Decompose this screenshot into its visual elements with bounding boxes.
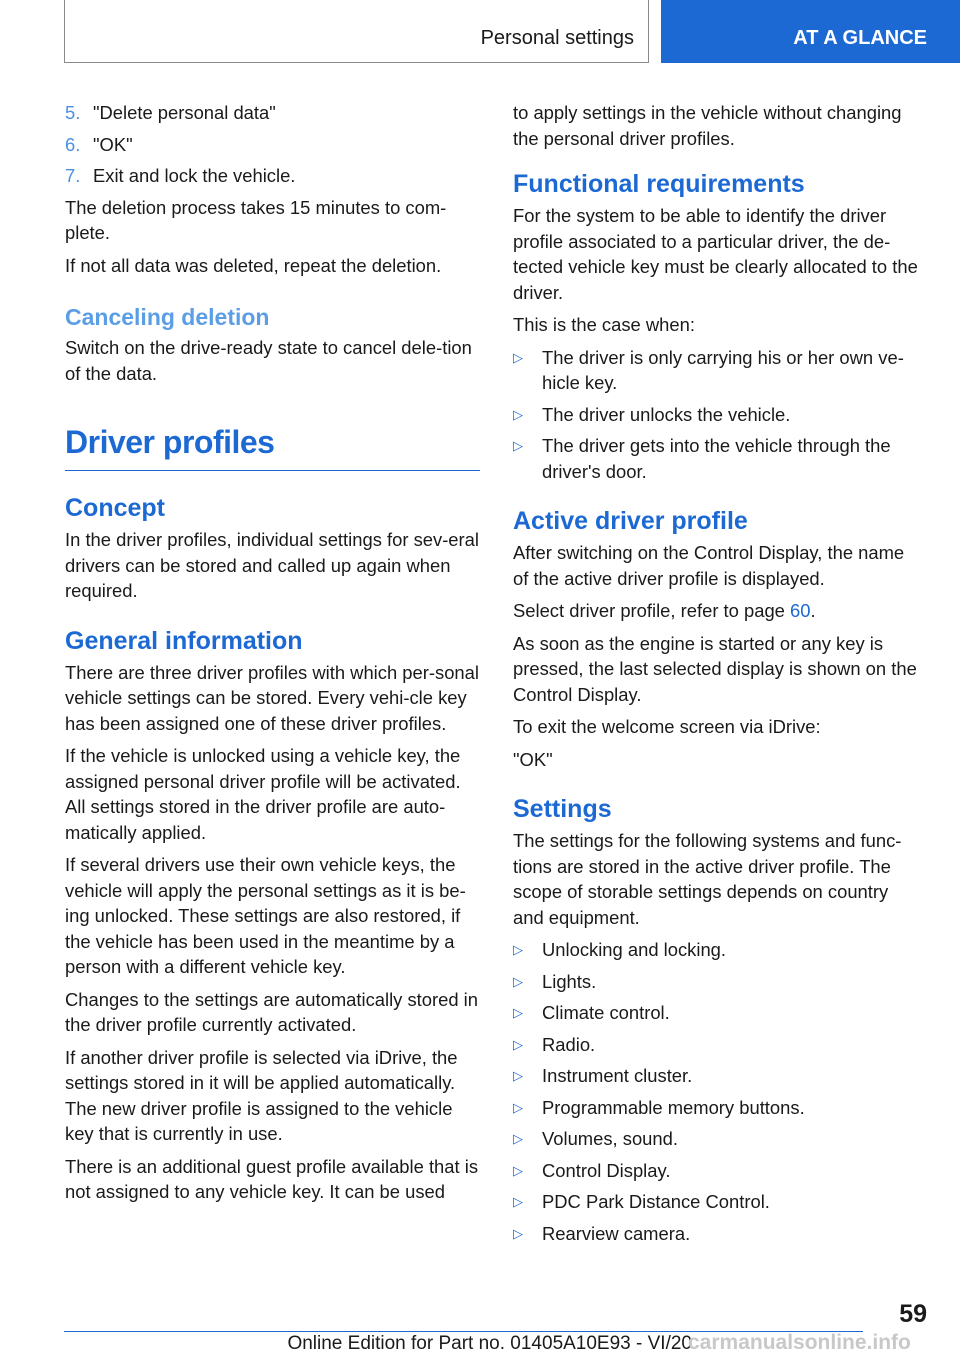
paragraph: If the vehicle is unlocked using a vehicle key, the assigned personal driver profile will be activated. All settings stored in the driver profile are auto‐matically applied. [65, 745, 461, 843]
list-item [513, 1158, 923, 1184]
list-item-text: Instrument cluster. [542, 1065, 693, 1086]
step-item [65, 100, 480, 126]
paragraph: For the system to be able to identify the driver profile associated to a particular driver, the de‐tected vehicle key must be clearly allocated to the driver. [513, 205, 918, 303]
paragraph: The deletion process takes 15 minutes to com‐plete. [65, 196, 447, 243]
triangle-bullet-icon: ▷ [513, 973, 523, 989]
chapter-tab [661, 0, 960, 63]
heading-settings: Settings [513, 795, 612, 823]
list-item [513, 433, 923, 484]
list-item [513, 1221, 923, 1247]
text: . [810, 600, 816, 621]
list-item-text: Climate control. [542, 1002, 670, 1023]
triangle-bullet-icon: ▷ [513, 1131, 523, 1146]
heading-functional-requirements: Functional requirements [513, 170, 805, 198]
paragraph: If another driver profile is selected via iDrive, the settings stored in it will be applied automatically. The new driver profile is assigned to the vehicle key that is currently in use. [65, 1046, 458, 1144]
paragraph: There are three driver profiles with which per‐sonal vehicle settings can be stored. Every vehi‐cle key has been assigned one of these driver profiles. [65, 661, 479, 734]
paragraph: The settings for the following systems and func‐tions are stored in the active driver profile. The scope of storable settings depends on country and equipment. [513, 830, 902, 928]
list-item [513, 937, 923, 963]
paragraph: As soon as the engine is started or any key is pressed, the last selected display is shown on the Control Display. [513, 632, 917, 705]
triangle-bullet-icon: ▷ [513, 438, 523, 453]
chapter-title: AT A GLANCE [793, 27, 927, 49]
paragraph: There is an additional guest profile available that is not assigned to any vehicle key. It can be used [65, 1155, 479, 1202]
heading-driver-profiles: Driver profiles [65, 422, 480, 471]
step-text: "Delete personal data" [93, 102, 276, 123]
page-reference-link[interactable]: 60 [790, 600, 811, 621]
watermark: carmanualsonline.info [688, 1331, 911, 1354]
paragraph: to apply settings in the vehicle without changing the personal driver profiles. [513, 102, 902, 149]
step-number: 6. [65, 133, 81, 155]
triangle-bullet-icon: ▷ [513, 942, 523, 957]
paragraph-with-link [513, 598, 923, 624]
step-number: 7. [65, 165, 81, 186]
list-item [513, 1032, 923, 1058]
list-item [513, 1000, 923, 1026]
list-item-text: Volumes, sound. [542, 1128, 678, 1149]
list-item-text: The driver unlocks the vehicle. [542, 403, 791, 425]
triangle-bullet-icon: ▷ [513, 1068, 523, 1083]
step-number: 5. [65, 102, 81, 123]
list-item-text: Radio. [542, 1033, 596, 1055]
triangle-bullet-icon: ▷ [513, 1225, 523, 1241]
step-text: Exit and lock the vehicle. [93, 165, 296, 186]
list-item [513, 345, 923, 396]
paragraph: Switch on the drive-ready state to cancel dele‐tion of the data. [65, 337, 472, 384]
section-header-box [64, 0, 649, 63]
heading-general-information: General information [65, 626, 303, 655]
triangle-bullet-icon: ▷ [513, 1162, 523, 1178]
section-title: Personal settings [480, 27, 634, 49]
paragraph: "OK" [513, 748, 553, 770]
left-column [65, 100, 480, 1212]
page-number: 59 [899, 1300, 927, 1328]
list-item-text: The driver is only carrying his or her own ve‐hicle key. [542, 346, 904, 393]
paragraph: To exit the welcome screen via iDrive: [513, 716, 821, 737]
paragraph: If several drivers use their own vehicle keys, the vehicle will apply the personal settings as it is be‐ing unlocked. These settings are also restored, if the vehicle has been used in the meantime by a person with a different vehicle key. [65, 854, 466, 977]
heading-concept: Concept [65, 494, 165, 522]
triangle-bullet-icon: ▷ [513, 1194, 523, 1209]
triangle-bullet-icon: ▷ [513, 349, 523, 365]
step-item [65, 163, 480, 189]
list-item-text: Control Display. [542, 1159, 671, 1181]
list-item-text: The driver gets into the vehicle through the driver's door. [542, 435, 891, 482]
right-column [513, 100, 923, 1252]
heading-active-driver-profile: Active driver profile [513, 507, 748, 535]
edition-text: Online Edition for Part no. 01405A10E93 - VI/20 [287, 1333, 692, 1354]
paragraph: This is the case when: [513, 314, 695, 335]
heading-canceling-deletion: Canceling deletion [65, 304, 270, 330]
list-item-text: Lights. [542, 970, 597, 992]
triangle-bullet-icon: ▷ [513, 1099, 523, 1115]
list-item [513, 402, 923, 428]
list-item [513, 1189, 923, 1215]
triangle-bullet-icon: ▷ [513, 1036, 523, 1052]
page-header [0, 0, 960, 66]
list-item [513, 1063, 923, 1089]
list-item-text: Programmable memory buttons. [542, 1096, 805, 1118]
text: Select driver profile, refer to page [513, 600, 791, 621]
paragraph: After switching on the Control Display, the name of the active driver profile is displayed. [513, 542, 905, 589]
list-item-text: PDC Park Distance Control. [542, 1191, 770, 1212]
paragraph: Changes to the settings are automatically stored in the driver profile currently activated. [65, 988, 478, 1035]
list-item-text: Unlocking and locking. [542, 939, 727, 960]
triangle-bullet-icon: ▷ [513, 1005, 523, 1020]
step-item [65, 132, 480, 158]
step-text: "OK" [93, 133, 133, 155]
paragraph: If not all data was deleted, repeat the deletion. [65, 254, 442, 276]
list-item-text: Rearview camera. [542, 1222, 691, 1244]
list-item [513, 969, 923, 995]
paragraph: In the driver profiles, individual settings for sev‐eral drivers can be stored and called up again when required. [65, 529, 479, 601]
triangle-bullet-icon: ▷ [513, 406, 523, 422]
list-item [513, 1126, 923, 1152]
list-item [513, 1095, 923, 1121]
